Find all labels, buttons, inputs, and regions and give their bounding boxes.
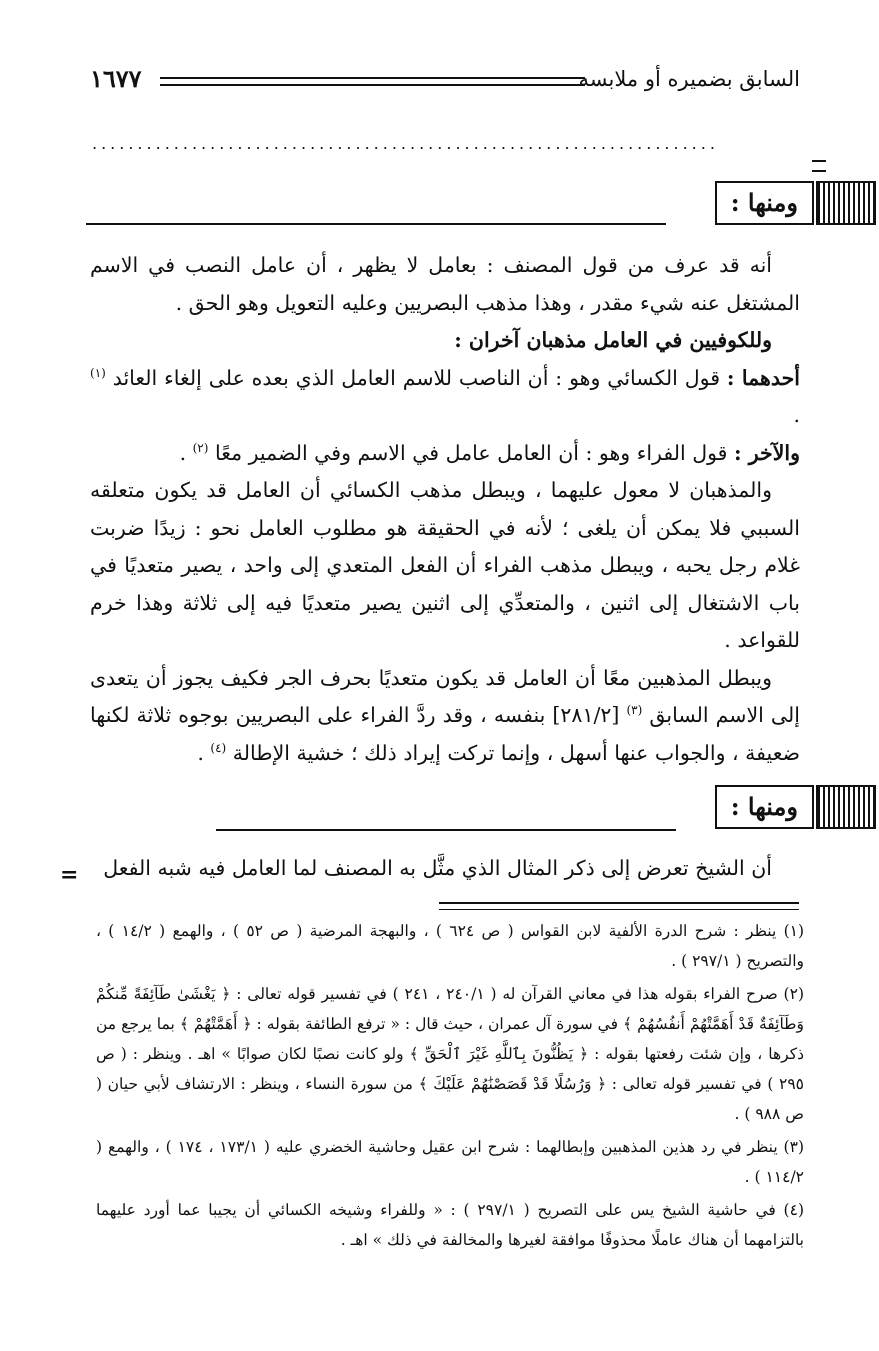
paragraph: أنه قد عرف من قول المصنف : بعامل لا يظهر ، أن عامل النصب في الاسم المشتغل عنه شيء مقدر ، وهذا مذهب البصريين وعليه التعويل وهو الحق . [90,253,800,315]
dotted-separator: ..................................................................... [92,136,719,152]
section-2-body [90,850,800,888]
punct: . [793,403,800,427]
footnote-ref: (١) [90,365,106,380]
punct: . [179,440,193,465]
footnotes [96,916,804,1258]
paragraph [90,660,800,773]
footnote: (٤) في حاشية الشيخ يس على التصريح ( ٢٩٧/١ ) : « وللفراء وشيخه الكسائي أن يجيبا عما أورد عليهما بالتزامهما أن هناك عاملًا محذوفًا موافقة لغيرها والمخالفة في ذلك » اهـ . [96,1201,804,1249]
section-heading-label: ومنها : [715,181,814,225]
running-title: السابق بضميره أو ملابسه [578,67,800,91]
paragraph-text: قول الكسائي وهو : أن الناصب للاسم العامل الذي بعده على إلغاء العائد [112,365,720,390]
footnote-ref: (٣) [626,703,643,718]
section-1-body [90,247,800,772]
paragraph [90,322,800,360]
continuation-mark [812,160,826,172]
heading-ornament [816,181,876,225]
punct: . [197,740,211,765]
footnote: (٣) ينظر في رد هذين المذهبين وإبطالهما : شرح ابن عقيل وحاشية الخضري عليه ( ١٧٣/١ ، ١٧٤ ) ، والهمع ( ١١٤/٢ ) . [96,1138,804,1186]
heading-ornament [816,785,876,829]
paragraph-text: قول الفراء وهو : أن العامل عامل في الاسم وفي الضمير معًا [214,440,728,465]
heading-underline [216,829,676,831]
paragraph: والمذهبان لا معول عليهما ، ويبطل مذهب الكسائي أن العامل قد يكون متعلقه السببي فلا يمكن أن يلغى ؛ لأنه في الحقيقة هو مطلوب العامل نحو : زيدًا ضربت غلام رجل يحبه ، ويبطل مذهب الفراء أن الفعل المتعدي إلى واحد ، يصير متعديًا في باب الاشتغال إلى اثنين ، والمتعدِّي إلى اثنين يصير متعديًا فيه إلى ثلاثة وهذا خرم للقواعد . [90,478,800,652]
page-header [90,62,800,98]
footnote: (١) ينظر : شرح الدرة الألفية لابن القواس ( ص ٦٢٤ ) ، والبهجة المرضية ( ص ٥٢ ) ، والهمع ( ١٤/٢ ) ، والتصريح ( ٢٩٧/١ ) . [96,922,805,970]
term-label: والآخر : [734,440,800,465]
section-heading-1 [86,181,876,229]
footnote-separator [439,902,799,910]
footnote-ref: (٢) [192,440,209,455]
page-number: ١٦٧٧ [90,64,142,93]
footnote: (٢) صرح الفراء بقوله هذا في معاني القرآن له ( ٢٤٠/١ ، ٢٤١ ) في تفسير قوله تعالى : ﴿ يَغْشَىٰ طَآئِفَةً مِّنكُمْ وَطَآئِفَةٌ قَدْ أَهَمَّتْهُمْ أَنفُسُهُمْ ﴾ في سورة آل عمران ، حيث قال : « ترفع الطائفة بقوله : ﴿ أَهَمَّتْهُمْ ﴾ بما يرجع من ذكرها ، وإن شئت رفعتها بقوله : ﴿ يَظُنُّونَ بِٱللَّهِ غَيْرَ ٱلْحَقِّ ﴾ ولو كانت نصبًا لكان صوابًا » اهـ . وينظر : ( ص ٢٩٥ ) في تفسير قوله تعالى : ﴿ وَرُسُلًا قَدْ قَصَصْنَٰهُمْ عَلَيْكَ ﴾ من سورة النساء ، وينظر : الارتشاف لأبي حيان ( ص ٩٨٨ ) . [96,985,804,1123]
section-heading-label: ومنها : [715,785,814,829]
continuation-mark: = [60,862,79,888]
header-double-rule [160,77,585,86]
paragraph [90,360,800,435]
paragraph-text: ويبطل المذهبين معًا أن العامل قد يكون متعديًا بحرف الجر فكيف يجوز أن يتعدى إلى الاسم السابق [90,665,800,727]
term-label: أحدهما : [726,365,800,390]
heading-underline [86,223,666,225]
footnote-ref: (٤) [210,740,227,755]
section-heading-2 [86,785,876,833]
subheading: وللكوفيين في العامل مذهبان آخران : [454,328,772,352]
paragraph [90,435,800,473]
paragraph-text: [٢٨١/٢] بنفسه ، وقد ردَّ الفراء على البصريين بوجوه ثلاثة لكنها ضعيفة ، والجواب عنها أسهل ، وإنما تركت إيراد ذلك ؛ خشية الإطالة [90,703,800,765]
paragraph: أن الشيخ تعرض إلى ذكر المثال الذي مثَّل به المصنف لما العامل فيه شبه الفعل [103,856,772,880]
